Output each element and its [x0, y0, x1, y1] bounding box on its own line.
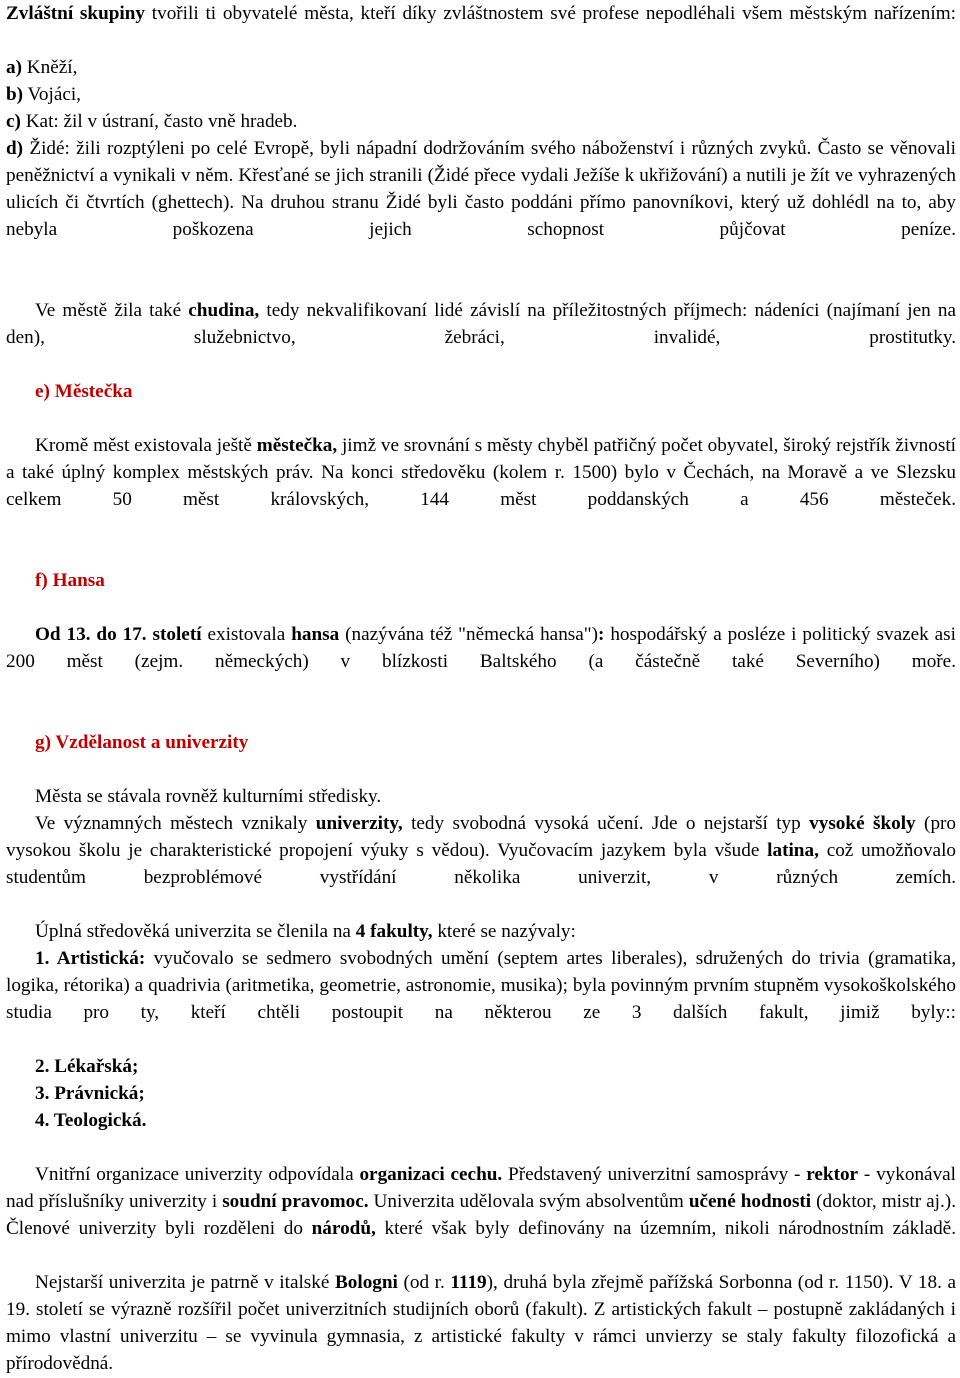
list-item-soldiers: b) Vojáci, [6, 84, 81, 105]
hansa-paragraph: Od 13. do 17. století existovala hansa (nazývána též "německá hansa"): hospodářský a posléze i politický svazek asi 200 měst (zejm. německých) v blízkosti Baltského (a částečně také Severního) moře. [6, 624, 956, 672]
special-groups-intro: Zvláštní skupiny tvořili ti obyvatelé města, kteří díky zvláštnostem své profese nepodléhali všem městským nařízením: [6, 3, 956, 24]
section-heading-hansa: f) Hansa [35, 570, 105, 591]
universities-paragraph: Ve významných městech vznikaly univerzity, tedy svobodná vysoká učení. Jde o nejstarší typ vysoké školy (pro vysokou školu je charakteristické propojení výuky s vědou). Vyučovacím jazykem byla všude latina, což umožňovalo studentům bezproblémové vystřídání několika univerzit, v různých zemích. [6, 813, 957, 888]
section-heading-education: g) Vzdělanost a univerzity [35, 732, 249, 753]
faculty-law: 3. Právnická; [35, 1083, 145, 1104]
oldest-university-paragraph: Nejstarší univerzita je patrně v italské Bologni (od r. 1119), druhá byla zřejmě pařížská Sorbonna (od r. 1150). V 18. a 19. století se výrazně rozšířil počet univerzitních studijních oborů (fakult). Z artistických fakult – postupně zakládaných i mimo vlastní univerzitu – se vyvinula gymnasia, z artistické fakulty v rámci unvierzy se staly fakulty filozofická a přírodovědná. [6, 1272, 956, 1374]
education-intro: Města se stávala rovněž kulturními středisky. [35, 786, 382, 807]
list-item-jews: d) Židé: žili rozptýleni po celé Evropě, byli nápadní dodržováním svého náboženství i různých zvyků. Často se věnovali peněžnictví a vynikali v něm. Křesťané se jich stranili (Židé přece vydali Ježíše k ukřižování) a nutili je žít ve vyhrazených ulicích či čtvrtích (ghettech). Na druhou stranu Židé byli často poddáni přímo panovníkovi, který už dohlédl na to, aby nebyla poškozena jejich schopnost půjčovat peníze. [6, 138, 956, 240]
towns-paragraph: Kromě měst existovala ještě městečka, jimž ve srovnání s městy chyběl patřičný počet obyvatel, široký rejstřík živností a také úplný komplex městských práv. Na konci středověku (kolem r. 1500) bylo v Čechách, na Moravě a ve Slezsku celkem 50 měst královských, 144 měst poddanských a 456 městeček. [6, 435, 956, 510]
faculty-arts: 1. Artistická: vyučovalo se sedmero svobodných umění (septem artes liberales), sdružených do trivia (gramatika, logika, rétorika) a quadrivia (aritmetika, geometrie, astronomie, musika); byla povinným prvním stupněm vysokoškolského studia pro ty, kteří chtěli postoupit na některou ze 3 dalších fakult, jimiž byly:: [6, 948, 956, 1023]
special-groups-title: Zvláštní skupiny [6, 3, 146, 24]
faculty-theology: 4. Teologická. [35, 1110, 147, 1131]
poor-paragraph: Ve městě žila také chudina, tedy nekvalifikovaní lidé závislí na příležitostných příjmech: nádeníci (najímaní jen na den), služebnictvo, žebráci, invalidé, prostitutky. [6, 300, 956, 348]
faculty-medicine: 2. Lékařská; [35, 1056, 139, 1077]
organization-paragraph: Vnitřní organizace univerzity odpovídala organizaci cechu. Představený univerzitní samosprávy - rektor - vykonával nad příslušníky univerzity i soudní pravomoc. Univerzita udělovala svým absolventům učené hodnosti (doktor, mistr aj.). Členové univerzity byli rozděleni do národů, které však byly definovány na územním, nikoli národnostním základě. [6, 1164, 957, 1239]
faculties-intro: Úplná středověká univerzita se členila na 4 fakulty, které se nazývaly: [35, 921, 576, 942]
list-item-executioner: c) Kat: žil v ústraní, často vně hradeb. [6, 111, 298, 132]
section-heading-towns: e) Městečka [35, 381, 133, 402]
list-item-priests: a) Kněží, [6, 57, 78, 78]
